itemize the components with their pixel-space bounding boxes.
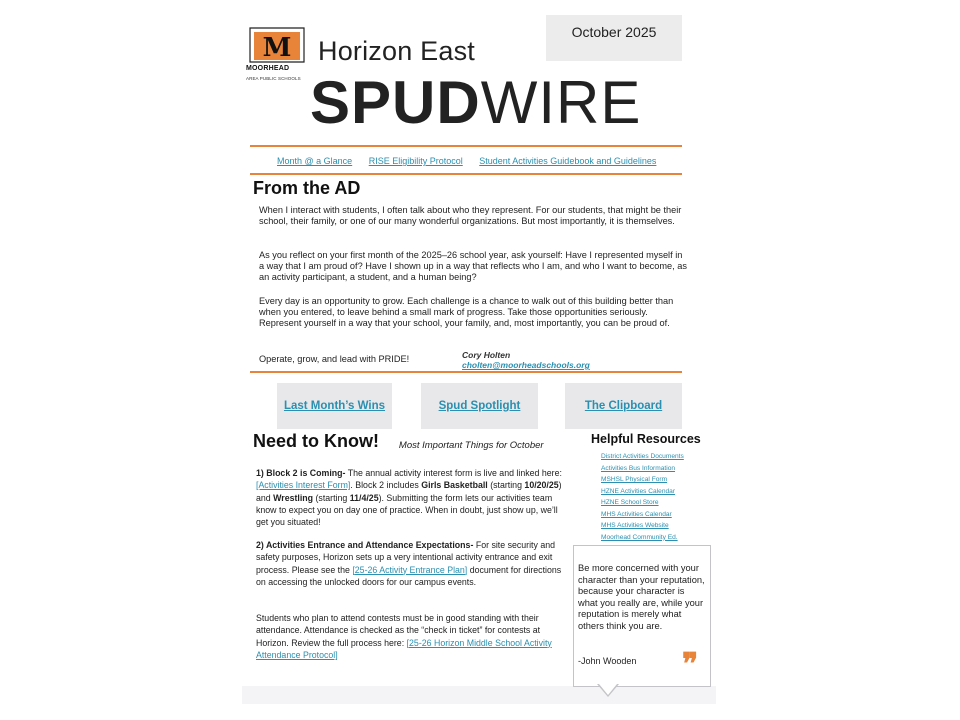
page-footer-band: [242, 686, 716, 704]
need-to-know-subtitle: Most Important Things for October: [397, 440, 544, 451]
item-attendance-standing: Students who plan to attend contests must be in good standing with their attendance. Attendance is checked as the “check in ticket” for contests at Horizon. Review the full process here: [25-26 Horizon Middle School Activity Attendance Protocol]: [256, 613, 552, 660]
attendance-protocol-link[interactable]: [25-26 Horizon Middle School Activity Attendance Protocol]: [256, 637, 552, 660]
resource-link[interactable]: Activities Bus Information: [601, 464, 676, 472]
nav-link-month-glance[interactable]: Month @ a Glance: [277, 156, 353, 166]
ad-closing: Operate, grow, and lead with PRIDE!: [259, 354, 410, 364]
resource-link[interactable]: MHS Activities Calendar: [601, 510, 672, 518]
logo-letter: M: [262, 33, 292, 63]
quote-tail-inner: [599, 684, 617, 695]
resources-list: [601, 451, 684, 543]
last-months-wins-button[interactable]: Last Month’s Wins: [277, 383, 392, 429]
resource-link[interactable]: Moorhead Community Ed.: [601, 533, 678, 541]
divider: [250, 145, 682, 147]
from-ad-heading: From the AD: [253, 178, 361, 198]
entrance-plan-link[interactable]: [25-26 Activity Entrance Plan]: [352, 564, 468, 575]
ad-paragraph-3: Every day is an opportunity to grow. Each challenge is a chance to walk out of this building better than when you entered, to leave behind a small mark of progress. Take those opportunities seriously. Represent yourself in a way that your school, your family, and, most importantly, you can be proud of.: [259, 296, 674, 328]
item-entrance-attendance: 2) Activities Entrance and Attendance Expectations- For site security and safety purposes, Horizon sets up a very intentional activity entrance and exit process. Please see the [25-26 Activity Entrance Plan] document for directions on accessing the unlocked doors for our campus events.: [256, 540, 562, 587]
resource-link[interactable]: HZNE Activities Calendar: [601, 487, 676, 495]
signature-name: Cory Holten: [462, 350, 511, 360]
ad-paragraph-2: As you reflect on your first month of the 2025–26 school year, ask yourself: Have I represented myself in a way that I am proud of? Have I shown up in a way that reflects who I am, and who I want to become, as an activity participant, a student, and a human being?: [259, 250, 687, 282]
nav-link-rise-protocol[interactable]: RISE Eligibility Protocol: [368, 156, 463, 166]
item-2-heading: 2) Activities Entrance and Attendance Expectations-: [256, 540, 474, 550]
resource-link[interactable]: MSHSL Physical Form: [601, 476, 668, 483]
quote-marks-icon: ❞: [682, 647, 699, 682]
resource-link[interactable]: District Activities Documents: [601, 453, 684, 460]
newsletter-title: [310, 68, 641, 138]
logo-subtitle: AREA PUBLIC SCHOOLS: [246, 76, 301, 81]
helpful-resources-heading: Helpful Resources: [591, 432, 701, 446]
divider: [250, 371, 682, 373]
item-block-2: 1) Block 2 is Coming- The annual activity interest form is live and linked here: [Activities Interest Form]. Block 2 includes Girls Basketball (starting 10/20/25) and Wrestling (starting 11/4/25). Submitting the form lets our activities team know to expect you on day one of practice. When in doubt, just show up, we’ll get you situated!: [256, 468, 562, 528]
title-bold: SPUD: [310, 69, 481, 136]
issue-date: October 2025: [546, 15, 682, 61]
quote-author: -John Wooden: [578, 656, 637, 666]
resource-link[interactable]: HZNE School Store: [601, 499, 659, 506]
interest-form-link[interactable]: [Activities Interest Form]: [256, 480, 351, 491]
need-to-know-heading: Need to Know!: [253, 431, 379, 451]
the-clipboard-button[interactable]: The Clipboard: [565, 383, 682, 429]
quick-links-nav: [277, 156, 670, 166]
spud-spotlight-button[interactable]: Spud Spotlight: [421, 383, 538, 429]
signature-email-link[interactable]: cholten@moorheadschools.org: [462, 360, 590, 370]
logo-wordmark: MOORHEAD: [246, 65, 290, 72]
ad-paragraph-1: When I interact with students, I often talk about who they represent. For our students, that might be their school, their family, or one of our many wonderful organizations. But most importantly, it is themselves.: [259, 205, 682, 226]
title-light: WIRE: [480, 69, 642, 136]
school-name: Horizon East: [318, 36, 475, 66]
nav-link-guidebook[interactable]: Student Activities Guidebook and Guidelines: [479, 156, 657, 166]
item-1-heading: 1) Block 2 is Coming-: [256, 468, 346, 478]
divider: [250, 173, 682, 175]
resource-link[interactable]: MHS Activities Website: [601, 522, 669, 529]
quote-text: Be more concerned with your character than your reputation, because your character is what you really are, while your reputation is merely what others think you are.: [578, 563, 705, 631]
